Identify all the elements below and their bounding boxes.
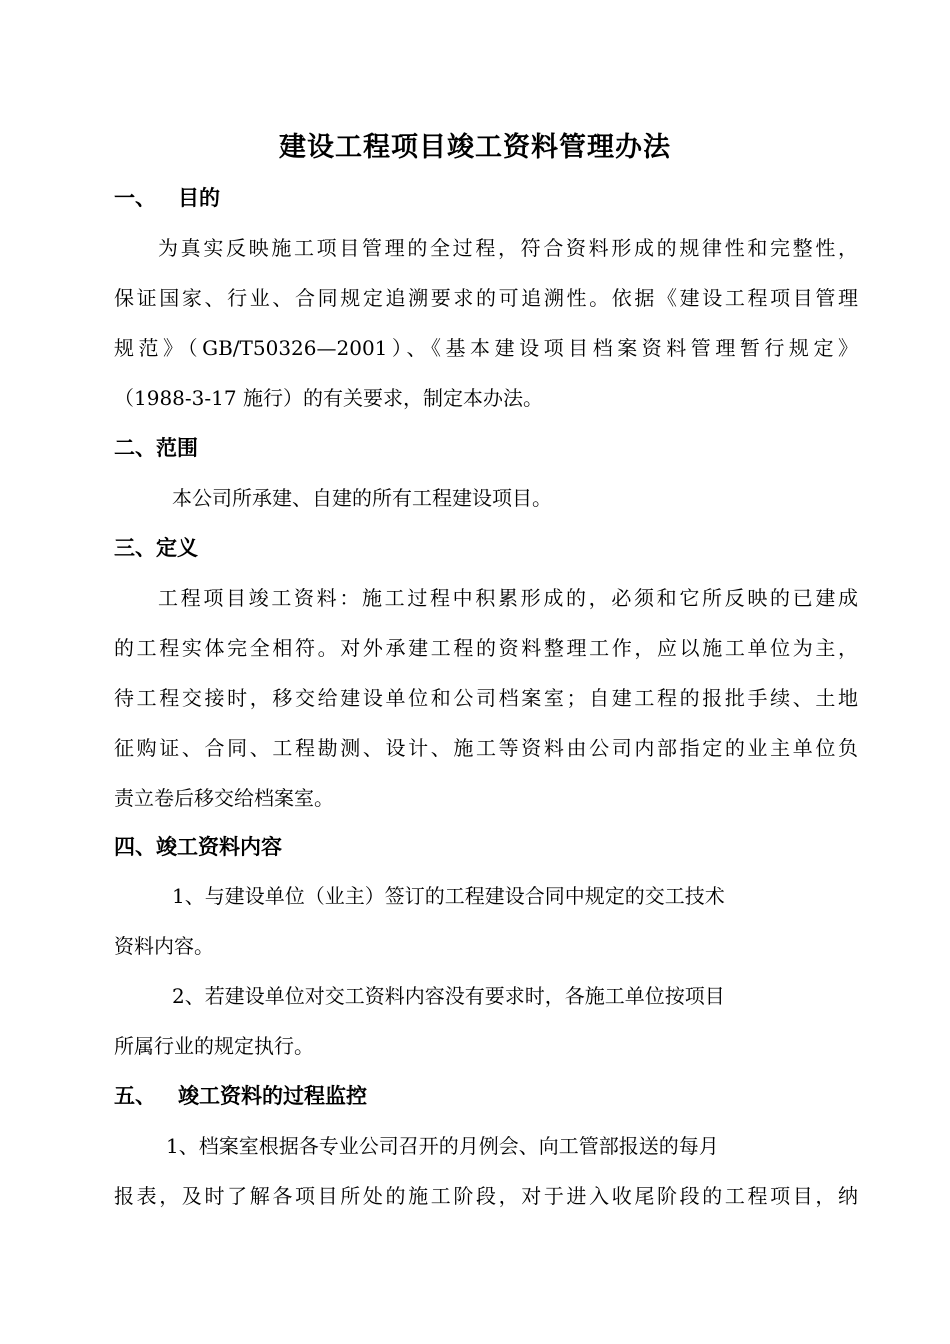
section-heading-contents [114,831,282,863]
section-title: 目的 [178,185,220,210]
paragraph-line: 工程项目竣工资料：施工过程中积累形成的，必须和它所反映的已建成 [158,586,858,610]
paragraph-line: 征购证、合同、工程勘测、设计、施工等资料由公司内部指定的业主单位负 [114,736,858,760]
section-number: 五、 [114,1083,156,1108]
paragraph-line: 1、档案室根据各专业公司召开的月例会、向工管部报送的每月 [166,1134,719,1158]
paragraph-line: 资料内容。 [114,934,214,958]
section-number: 四、 [114,834,156,859]
paragraph-line: 为真实反映施工项目管理的全过程，符合资料形成的规律性和完整性， [158,236,858,260]
paragraph-line: （1988-3-17 施行）的有关要求，制定本办法。 [114,386,543,410]
document-title: 建设工程项目竣工资料管理办法 [279,132,671,163]
section-heading-purpose [114,182,220,214]
paragraph-line: 责立卷后移交给档案室。 [114,786,334,810]
section-title: 定义 [156,535,198,560]
paragraph-line: 的工程实体完全相符。对外承建工程的资料整理工作，应以施工单位为主， [114,636,858,660]
section-heading-definition [114,532,198,564]
paragraph-line: 报表，及时了解各项目所处的施工阶段，对于进入收尾阶段的工程项目，纳 [114,1184,858,1208]
section-heading-monitoring [114,1080,367,1112]
section-heading-scope [114,432,198,464]
paragraph-line: 2、若建设单位对交工资料内容没有要求时，各施工单位按项目 [172,984,725,1008]
paragraph-line: 本公司所承建、自建的所有工程建设项目。 [172,486,552,510]
paragraph-line: 待工程交接时，移交给建设单位和公司档案室；自建工程的报批手续、土地 [114,686,858,710]
section-title: 范围 [156,435,198,460]
section-number: 三、 [114,535,156,560]
paragraph-line: 保证国家、行业、合同规定追溯要求的可追溯性。依据《建设工程项目管理 [114,286,858,310]
paragraph-line: 所属行业的规定执行。 [114,1034,314,1058]
section-title: 竣工资料内容 [156,834,282,859]
section-number: 一、 [114,185,156,210]
section-title: 竣工资料的过程监控 [178,1083,367,1108]
paragraph-line: 1、与建设单位（业主）签订的工程建设合同中规定的交工技术 [172,884,725,908]
section-number: 二、 [114,435,156,460]
paragraph-line: 规范》（GB/T50326—2001）、《基本建设项目档案资料管理暂行规定》 [114,336,858,360]
